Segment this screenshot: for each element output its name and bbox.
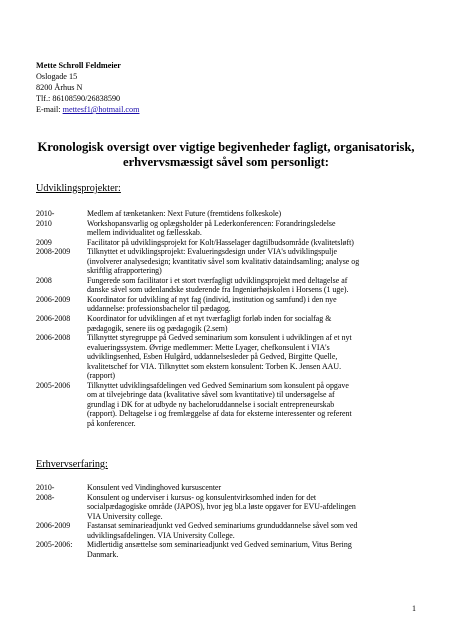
work-experience-heading: Erhvervserfaring: (36, 459, 108, 470)
entry-line: uddannelse: professionsbachelor til pædagog. (87, 304, 231, 314)
entry-line: Konsulent og underviser i kursus- og konsulentvirksomhed inden for det (87, 492, 317, 502)
entry-line: udviklingsafdelingen. VIA University College. (87, 530, 235, 540)
entry-year: 2006-2008 (36, 333, 71, 343)
entry-row (36, 247, 421, 276)
entry-text (87, 381, 421, 429)
contact-email-prefix: E-mail: (36, 105, 63, 114)
entry-line: (rapport) (87, 371, 116, 381)
contact-phone: Tlf.: 86108590/26838590 (36, 94, 121, 103)
entry-line: Fastansat seminarieadjunkt ved Gedved seminariums grunduddannelse såvel som ved (87, 521, 358, 531)
entry-line: VIA University college. (87, 511, 163, 521)
entry-line: Koordinator for udviklingen af et nyt tværfagligt forløb inden for socialfag & (87, 314, 332, 324)
entry-line: mellem individualitet og fællesskab. (87, 228, 202, 238)
entry-line: pædagogik, senere iis og pædagogik (2.sem) (87, 323, 228, 333)
entry-line: grundlag i DK for at udbyde ny bacheloruddannelse i socialt entrepreneurskab (87, 399, 335, 409)
entry-line: (involverer analysedesign; kvantitativ såvel som kvalitativ dataindsamling; analyse og (87, 256, 360, 266)
entry-text (87, 219, 421, 238)
entry-row (36, 276, 421, 295)
entry-line: på konferencer. (87, 419, 136, 429)
contact-name: Mette Schroll Feldmeier (36, 61, 121, 70)
entry-line: om at tilvejebringe data (kvalitative såvel som kvantitative) til undersøgelse af (87, 390, 335, 400)
entry-line: Tilknyttet styregruppe på Gedved seminarium som konsulent i udviklingen af et nyt (87, 333, 352, 343)
entry-line: Workshopansvarlig og oplægsholder på Lederkonferencen: Forandringsledelse (87, 218, 336, 228)
contact-email-link[interactable]: mettesf1@hotmail.com (62, 105, 140, 114)
entry-line: Danmark. (87, 549, 119, 559)
work-experience-list (36, 483, 421, 559)
entry-row (36, 493, 421, 522)
entry-year: 2005-2006 (36, 380, 71, 390)
entry-line: udviklingsenhed, Esben Hulgård, uddannelsesleder på Gedved, Birgitte Quelle, (87, 352, 338, 362)
entry-text (87, 295, 421, 314)
entry-row (36, 381, 421, 429)
entry-text (87, 493, 421, 522)
page-number: 1 (412, 604, 416, 613)
entry-line: kvalitetschef for VIA. Tilknyttet som ekstern konsulent: Torben K. Jensen AAU. (87, 361, 342, 371)
entry-row (36, 333, 421, 381)
entry-line: Fungerede som facilitator i et stort tværfagligt udviklingsprojekt med deltagelse af (87, 275, 348, 285)
entry-line: socialpædagogiske område (JAPOS), hvor jeg bl.a løste opgaver for EVU-afdelingen (87, 502, 356, 512)
entry-year: 2010- (36, 209, 55, 218)
entry-row (36, 219, 421, 238)
contact-block (36, 60, 140, 115)
entry-year: 2005-2006: (36, 540, 73, 550)
entry-row (36, 238, 421, 248)
entry-year: 2006-2008 (36, 314, 71, 324)
entry-row (36, 209, 421, 219)
entry-text (87, 314, 421, 333)
entry-line: danske såvel som udenlandske studerende fra Ingeniørhøjskolen i Horsens (1 uge). (87, 285, 349, 295)
entry-row (36, 314, 421, 333)
entry-text (87, 247, 421, 276)
entry-line: Facilitator på udviklingsprojekt for Kolt/Hasselager dagtilbudsområde (kvalitetsløft) (87, 237, 354, 247)
contact-street: Oslogade 15 (36, 72, 78, 81)
entry-row (36, 483, 421, 493)
entry-line: Koordinator for udvikling af nyt fag (individ, institution og samfund) i den nye (87, 294, 337, 304)
entry-year: 2009 (36, 237, 52, 247)
development-projects-list (36, 209, 421, 429)
entry-text (87, 540, 421, 559)
entry-year: 2008-2009 (36, 247, 71, 257)
entry-text (87, 483, 421, 493)
entry-year: 2010- (36, 483, 55, 492)
entry-line: Medlem af tænketanken: Next Future (fremtidens folkeskole) (87, 209, 282, 218)
entry-line: Midlertidig ansættelse som seminarieadjunkt ved Gedved seminarium, Vitus Bering (87, 540, 352, 550)
entry-line: Konsulent ved Vindinghoved kursuscenter (87, 483, 222, 492)
entry-line: evalueringssystem. Øvrige medlemmer: Mette Lyager, chefkonsulent i VIA's (87, 342, 330, 352)
entry-text (87, 209, 421, 219)
entry-line: skriftlig afrapportering) (87, 266, 162, 276)
development-projects-heading: Udviklingsprojekter: (36, 183, 121, 194)
entry-row (36, 521, 421, 540)
entry-year: 2008- (36, 492, 55, 502)
entry-text (87, 333, 421, 381)
entry-text (87, 521, 421, 540)
entry-row (36, 540, 421, 559)
entry-text (87, 276, 421, 295)
entry-year: 2006-2009 (36, 521, 71, 531)
entry-year: 2008 (36, 275, 52, 285)
entry-year: 2006-2009 (36, 294, 71, 304)
contact-email-line (36, 104, 140, 115)
entry-line: (rapport). Deltagelse i og fremlæggelse af data for eksterne interessenter og referent (87, 409, 352, 419)
document-title: Kronologisk oversigt over vigtige begivenheder fagligt, organisatorisk, erhvervsmæssigt såvel som personligt: (37, 140, 415, 169)
entry-row (36, 295, 421, 314)
entry-text (87, 238, 421, 248)
contact-city: 8200 Århus N (36, 83, 83, 92)
entry-line: Tilknyttet et udviklingsprojekt: Evalueringsdesign under VIA's udviklingspulje (87, 247, 337, 257)
entry-year: 2010 (36, 218, 52, 228)
entry-line: Tilknyttet udviklingsafdelingen ved Gedved Seminarium som konsulent på opgave (87, 380, 349, 390)
